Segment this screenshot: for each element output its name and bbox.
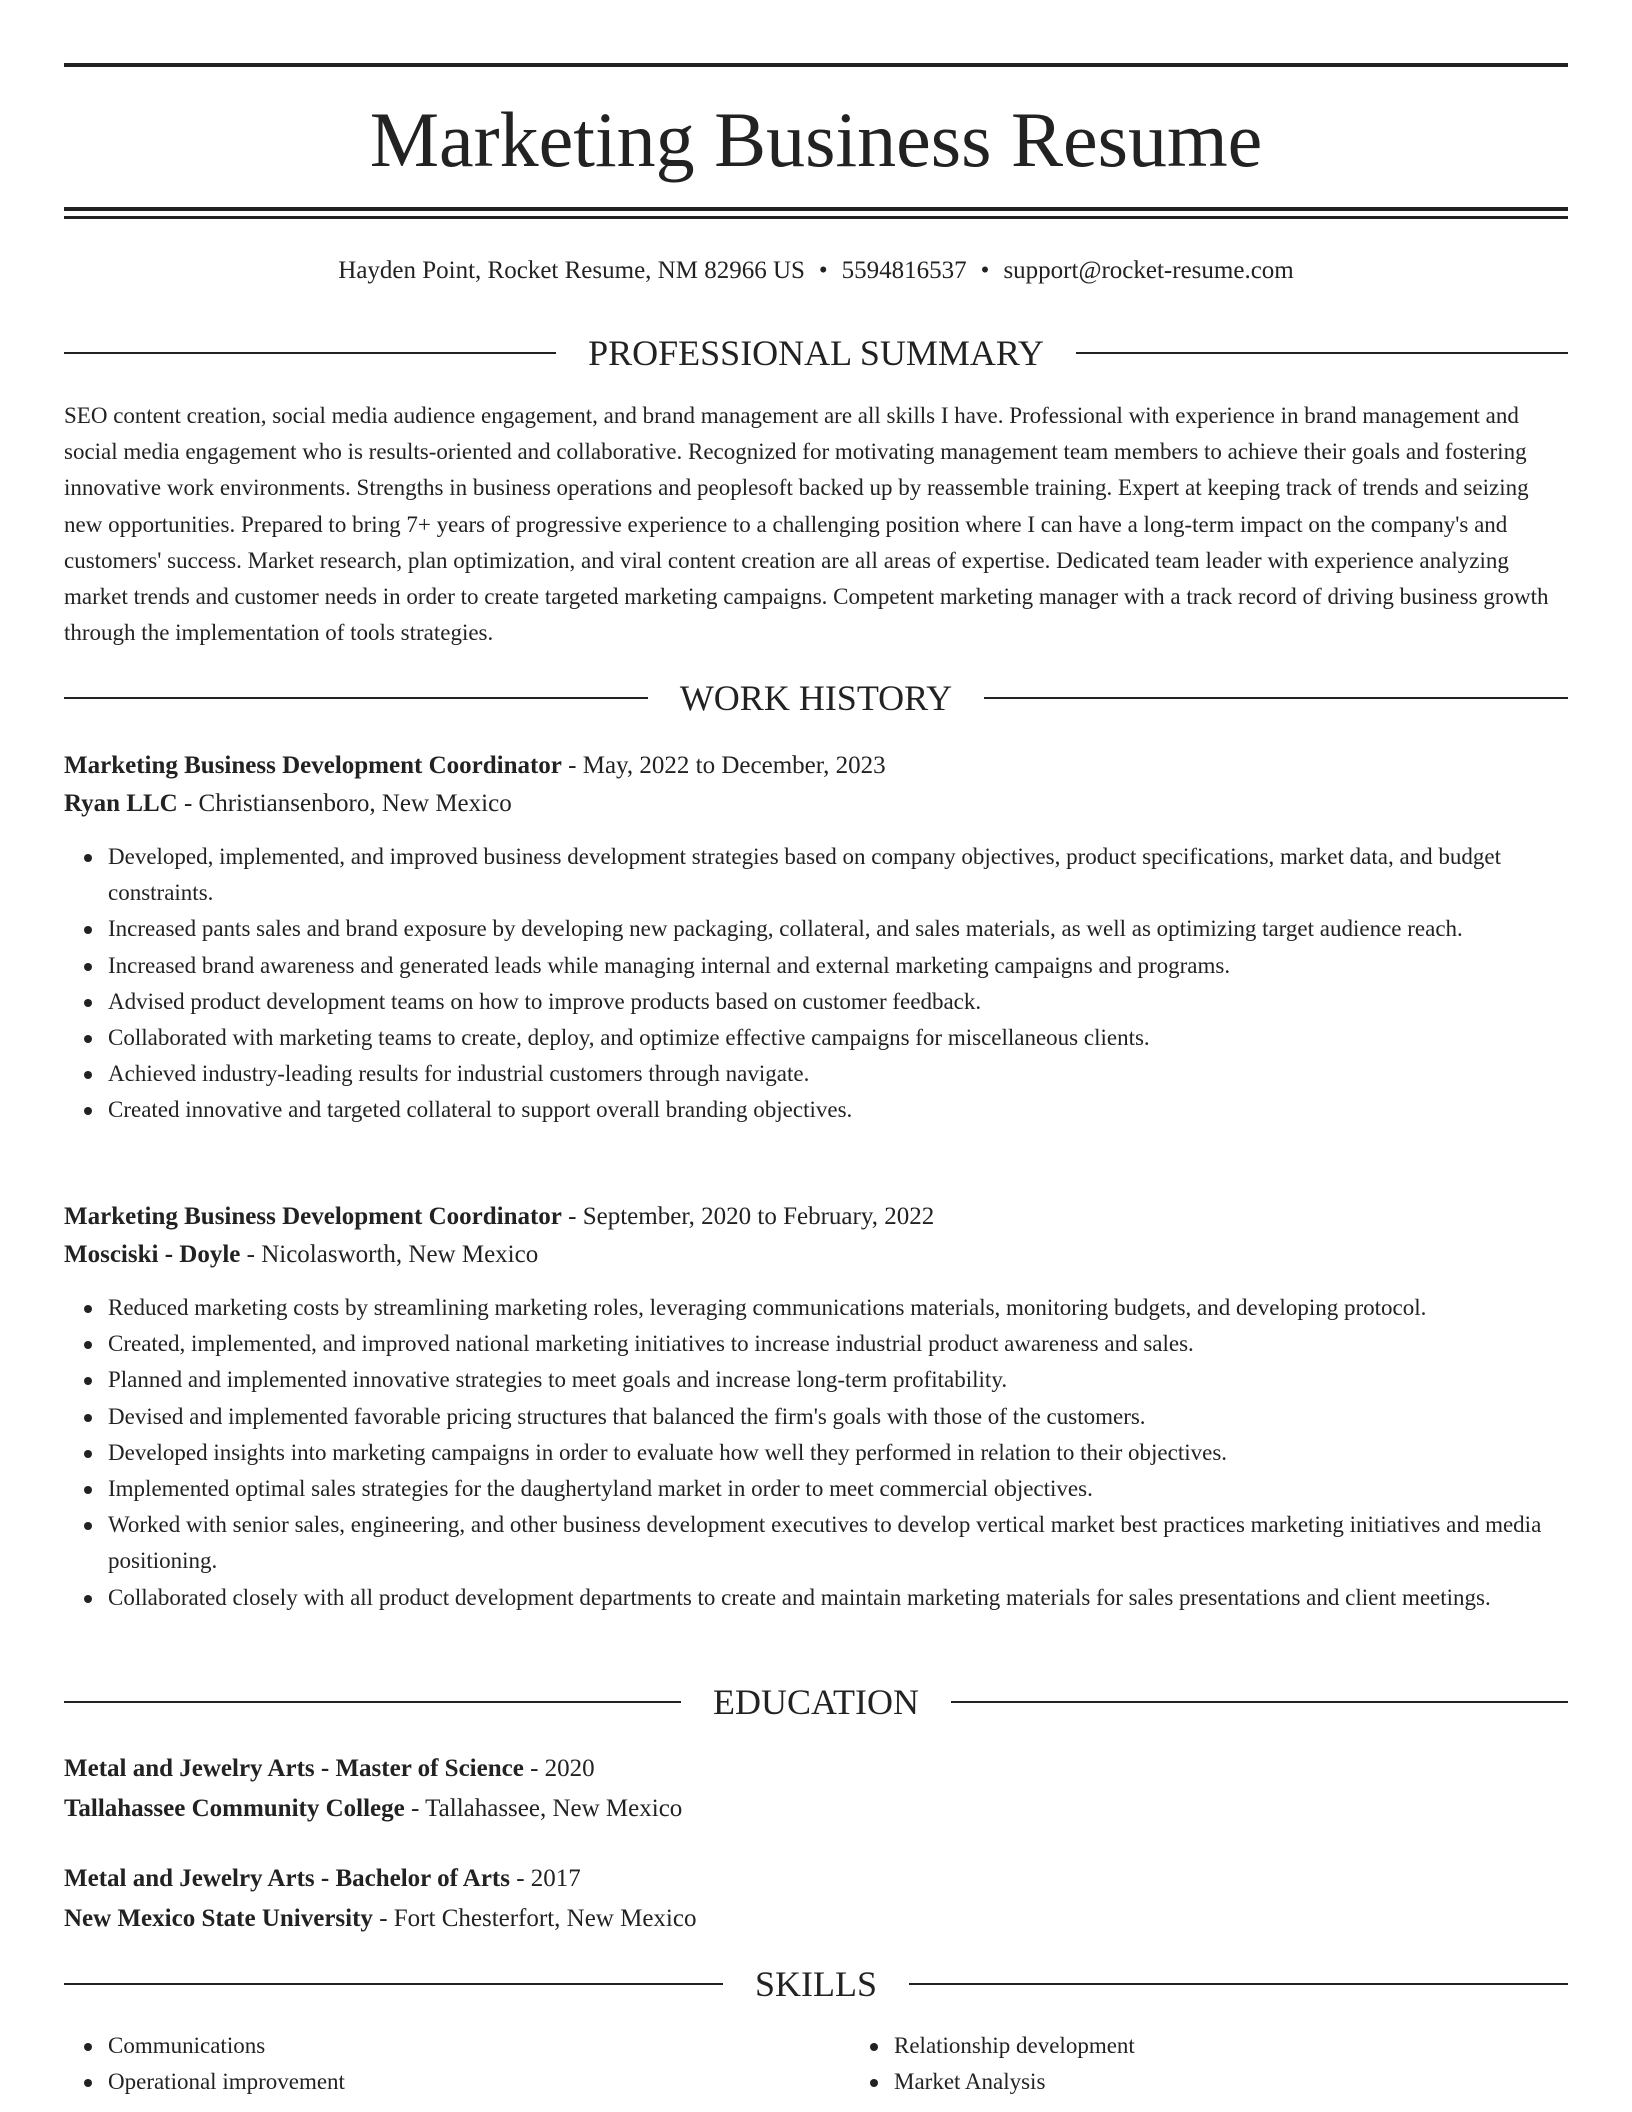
education-entry [64, 1859, 1568, 1939]
contact-phone: 5594816537 [841, 257, 967, 284]
resume-title: Marketing Business Resume [369, 96, 1263, 183]
top-rule [64, 63, 1568, 67]
job-bullets [64, 1290, 1568, 1616]
contact-email: support@rocket-resume.com [1003, 257, 1294, 284]
job-bullet: Implemented optimal sales strategies for the daughertyland market in order to meet commercial objectives. [108, 1471, 1568, 1507]
job-bullets [64, 839, 1568, 1129]
education-location: - Fort Chesterfort, New Mexico [372, 1905, 697, 1932]
job-bullet: Worked with senior sales, engineering, and other business development executives to develop vertical market best practices marketing initiatives and media positioning. [108, 1507, 1568, 1579]
section-rule-left [64, 1701, 681, 1703]
job-dates: - May, 2022 to December, 2023 [561, 752, 886, 779]
skill-item: Operational improvement [108, 2064, 850, 2100]
job-bullet: Achieved industry-leading results for industrial customers through navigate. [108, 1056, 1568, 1092]
job-bullet: Reduced marketing costs by streamlining marketing roles, leveraging communications materials, monitoring budgets, and developing protocol. [108, 1290, 1568, 1326]
job-dates: - September, 2020 to February, 2022 [561, 1203, 935, 1230]
job-bullet: Created, implemented, and improved national marketing initiatives to increase industrial product awareness and sales. [108, 1326, 1568, 1362]
summary-text: SEO content creation, social media audience engagement, and brand management are all skills I have. Professional with experience in brand management and social media engagement who is results-oriented and collaborative. Recognized for motivating management team members to achieve their goals and fostering innovative work environments. Strengths in business operations and peoplesoft backed up by reassemble training. Expert at keeping track of trends and seizing new opportunities. Prepared to bring 7+ years of progressive experience to a challenging position where I can have a long-term impact on the company's and customers' success. Market research, plan optimization, and viral content creation are all areas of expertise. Dedicated team leader with experience analyzing market trends and customer needs in order to create targeted marketing campaigns. Competent marketing manager with a track record of driving business growth through the implementation of tools strategies. [64, 403, 1549, 646]
section-title: SKILLS [755, 1964, 878, 2004]
job-bullet: Developed insights into marketing campaigns in order to evaluate how well they performed in relation to their objectives. [108, 1435, 1568, 1471]
section-title: WORK HISTORY [679, 678, 953, 718]
section-rule-right [1076, 352, 1568, 354]
skills-column-left [64, 2028, 850, 2100]
job-bullet: Collaborated with marketing teams to create, deploy, and optimize effective campaigns for miscellaneous clients. [108, 1020, 1568, 1056]
education-school: New Mexico State University [64, 1905, 373, 1932]
job-company: Ryan LLC [64, 790, 178, 817]
skills-grid [64, 2028, 1568, 2100]
education-school: Tallahassee Community College [64, 1795, 405, 1822]
job-entry [64, 747, 1568, 1129]
education-degree: Metal and Jewelry Arts - Bachelor of Arts [64, 1865, 510, 1892]
education-year: - 2017 [509, 1865, 581, 1892]
job-company: Mosciski - Doyle [64, 1241, 241, 1268]
contact-separator: • [818, 257, 828, 284]
section-rule-left [64, 352, 556, 354]
job-title: Marketing Business Development Coordinator [64, 752, 562, 779]
title-rule-lower [64, 216, 1568, 219]
job-entry [64, 1198, 1568, 1616]
skills-column-right [850, 2028, 1632, 2100]
job-location: - Nicolasworth, New Mexico [240, 1241, 539, 1268]
section-heading-work-history [64, 676, 1568, 720]
title-rule-upper [64, 207, 1568, 211]
skill-item: Communications [108, 2028, 850, 2064]
job-title: Marketing Business Development Coordinator [64, 1203, 562, 1230]
section-heading-skills [64, 1962, 1568, 2006]
section-heading-summary [64, 331, 1568, 375]
contact-address: Hayden Point, Rocket Resume, NM 82966 US [338, 257, 805, 284]
education-degree: Metal and Jewelry Arts - Master of Science [64, 1755, 524, 1782]
job-bullet: Created innovative and targeted collateral to support overall branding objectives. [108, 1092, 1568, 1128]
job-bullet: Increased pants sales and brand exposure by developing new packaging, collateral, and sales materials, as well as optimizing target audience reach. [108, 911, 1568, 947]
skill-item: Relationship development [894, 2028, 1632, 2064]
education-entry [64, 1749, 1568, 1829]
contact-line [64, 254, 1568, 288]
section-rule-right [951, 1701, 1568, 1703]
job-location: - Christiansenboro, New Mexico [177, 790, 512, 817]
job-bullet: Collaborated closely with all product development departments to create and maintain marketing materials for sales presentations and client meetings. [108, 1580, 1568, 1616]
job-bullet: Devised and implemented favorable pricing structures that balanced the firm's goals with those of the customers. [108, 1399, 1568, 1435]
section-rule-left [64, 697, 648, 699]
section-title: EDUCATION [713, 1682, 919, 1722]
education-year: - 2020 [523, 1755, 595, 1782]
section-rule-right [984, 697, 1568, 699]
education-location: - Tallahassee, New Mexico [404, 1795, 683, 1822]
section-rule-right [909, 1983, 1568, 1985]
contact-separator: • [980, 257, 990, 284]
job-bullet: Advised product development teams on how to improve products based on customer feedback. [108, 984, 1568, 1020]
job-bullet: Planned and implemented innovative strategies to meet goals and increase long-term profitability. [108, 1362, 1568, 1398]
job-bullet: Increased brand awareness and generated leads while managing internal and external marketing campaigns and programs. [108, 948, 1568, 984]
section-heading-education [64, 1680, 1568, 1724]
section-rule-left [64, 1983, 723, 1985]
skill-item: Market Analysis [894, 2064, 1632, 2100]
section-title: PROFESSIONAL SUMMARY [588, 333, 1044, 373]
job-bullet: Developed, implemented, and improved business development strategies based on company objectives, product specifications, market data, and budget constraints. [108, 839, 1568, 911]
